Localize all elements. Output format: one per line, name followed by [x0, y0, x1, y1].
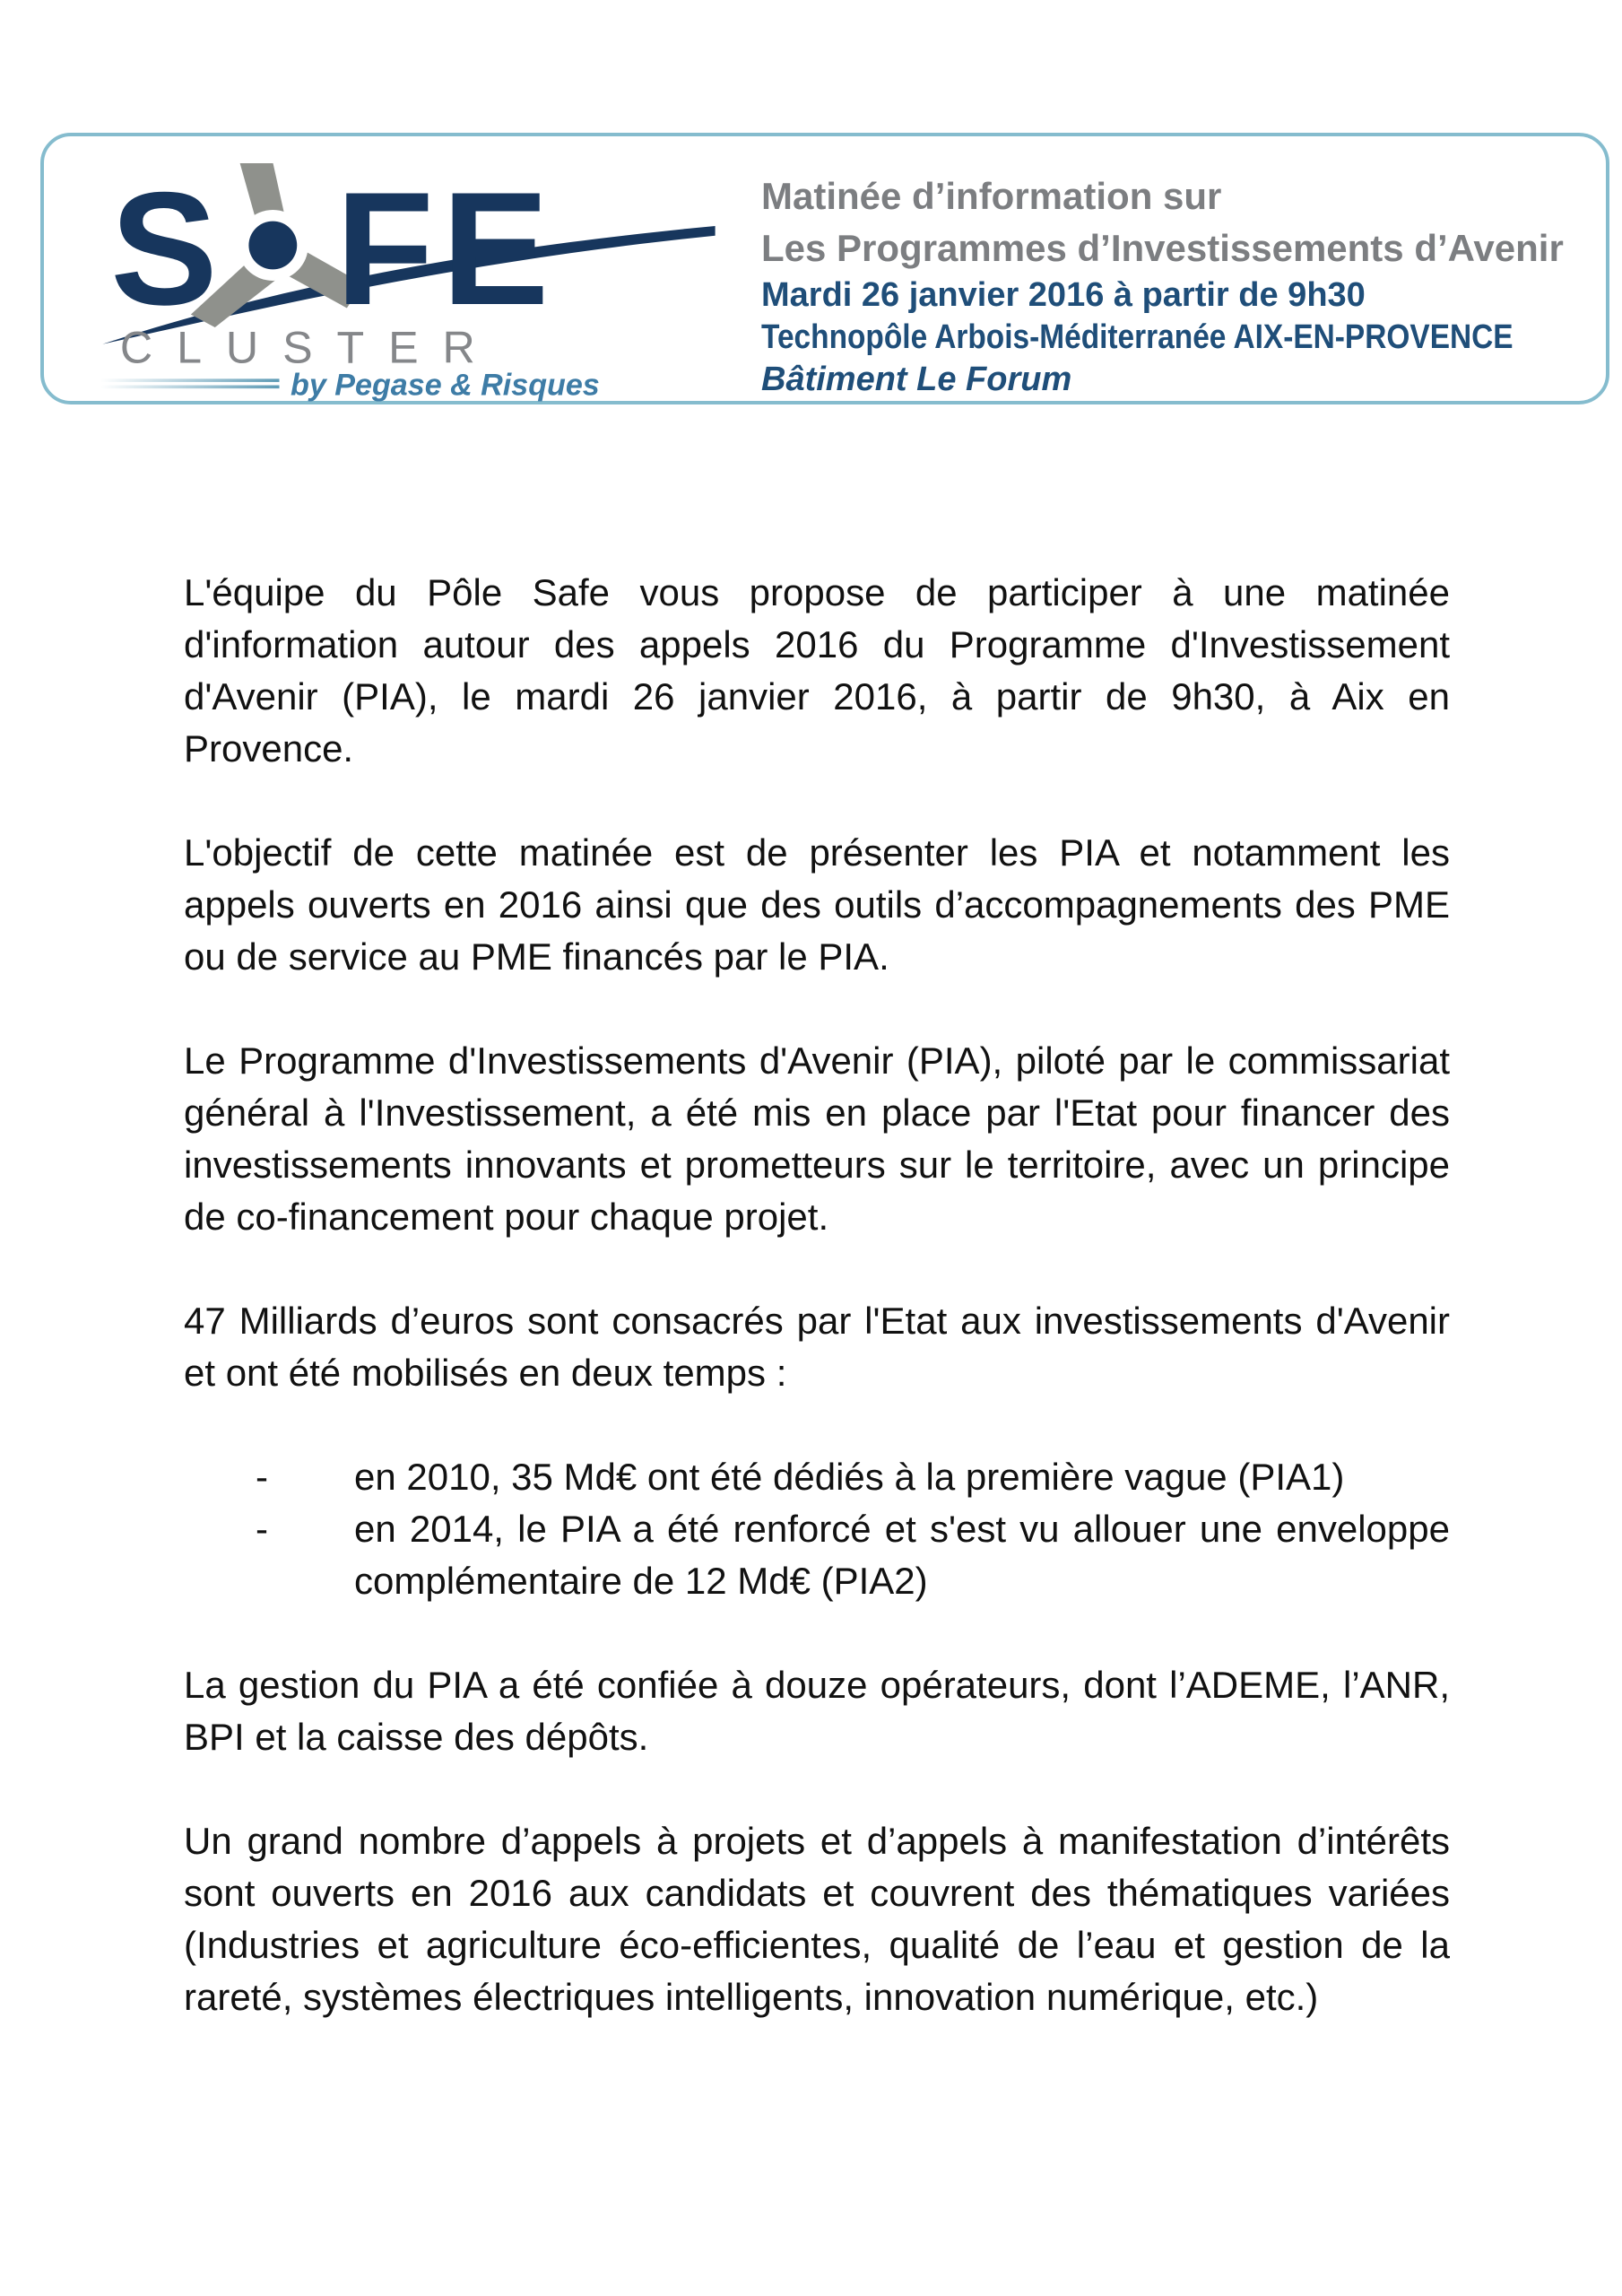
logo-letter-f: F [335, 163, 434, 339]
paragraph-gestion: La gestion du PIA a été confiée à douze opérateurs, dont l’ADEME, l’ANR, BPI et la caisse des dépôts. [184, 1664, 1450, 1758]
paragraph-47-milliards: 47 Milliards d’euros sont consacrés par l'Etat aux investissements d'Avenir et ont été mobilisés en deux temps : [184, 1300, 1450, 1394]
paragraph-objective: L'objectif de cette matinée est de présenter les PIA et notamment les appels ouverts en 2016 ainsi que des outils d’accompagnements des PME ou de service au PME financés par le PIA. [184, 831, 1450, 978]
bullet-dash: - [256, 1508, 268, 1550]
safe-cluster-logo [94, 163, 722, 421]
event-location-line: Technopôle Arbois-Méditerranée AIX-EN-PROVENCE [761, 318, 1514, 356]
bullet-list [256, 1451, 1450, 1607]
bullet-dash: - [256, 1456, 268, 1498]
event-title-line2: Les Programmes d’Investissements d’Avenir [761, 227, 1564, 269]
event-title-line1: Matinée d’information sur [761, 175, 1222, 217]
header-banner-box [40, 133, 1609, 404]
logo-letter-e: E [441, 163, 550, 339]
event-info-block [761, 170, 1622, 401]
logo-letter-s: S [110, 163, 218, 339]
paragraph-pia: Le Programme d'Investissements d'Avenir (PIA), piloté par le commissariat général à l'Investissement, a été mis en place par l'Etat pour financer des investissements innovants et prometteurs sur le territoire, avec un principe de co-financement pour chaque projet. [184, 1039, 1450, 1238]
logo-byline-text: by Pegase & Risques [291, 368, 600, 403]
bullet-text-2010: en 2010, 35 Md€ ont été dédiés à la première vague (PIA1) [354, 1456, 1345, 1498]
event-building-line: Bâtiment Le Forum [761, 361, 1072, 398]
logo-byline-rule-icon [100, 378, 279, 388]
event-date-line: Mardi 26 janvier 2016 à partir de 9h30 [761, 276, 1366, 314]
document-body [184, 567, 1450, 2075]
paragraph-intro: L'équipe du Pôle Safe vous propose de participer à une matinée d'information autour des appels 2016 du Programme d'Investissement d'Avenir (PIA), le mardi 26 janvier 2016, à partir de 9h30, à Aix en Provence. [184, 571, 1450, 770]
bullet-text-2014: en 2014, le PIA a été renforcé et s'est vu allouer une enveloppe complémentaire de 12 Md€ (PIA2) [354, 1508, 1450, 1602]
logo-cluster-text: CLUSTER [119, 322, 499, 373]
list-item [256, 1503, 1450, 1607]
list-item [256, 1451, 1450, 1503]
paragraph-appels: Un grand nombre d’appels à projets et d’appels à manifestation d’intérêts sont ouverts en 2016 aux candidats et couvrent des thématiques variées (Industries et agriculture éco-efficientes, qualité de l’eau et gestion de la rareté, systèmes électriques intelligents, innovation numérique, etc.) [184, 1820, 1450, 2018]
